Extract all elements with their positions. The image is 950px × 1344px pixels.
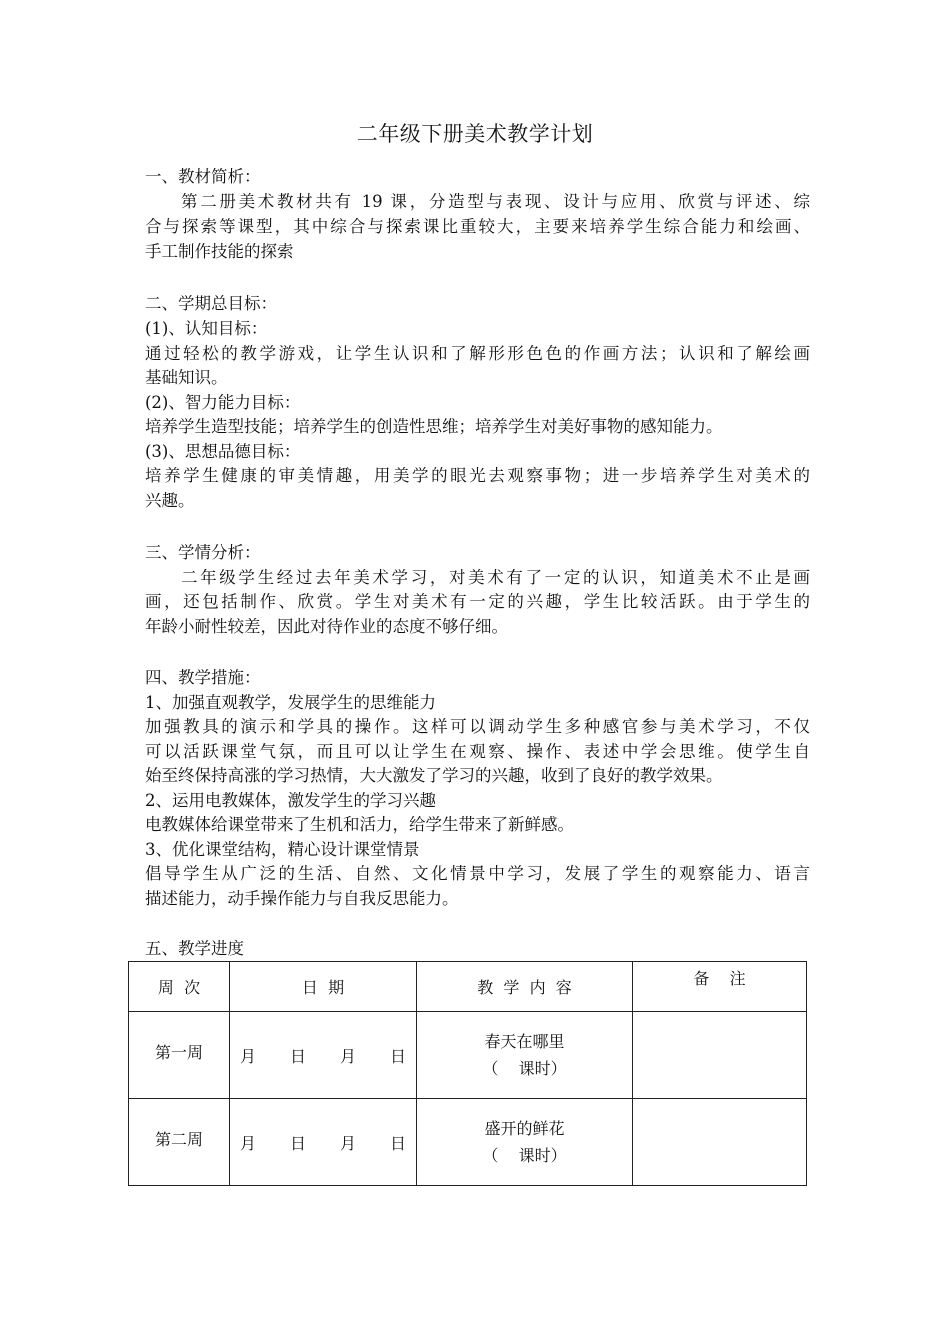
paragraph-line: 第二册美术教材共有 19 课，分造型与表现、设计与应用、欣赏与评述、综: [181, 192, 810, 211]
paragraph-line: 年龄小耐性较差，因此对待作业的态度不够仔细。: [145, 617, 508, 636]
paragraph-line: 加强教具的演示和学具的操作。这样可以调动学生多种感官参与美术学习，不仅: [145, 717, 810, 736]
header-week: 周 次: [129, 962, 230, 1012]
lesson-hours: （ 课时）: [482, 1146, 567, 1165]
remark-cell: [633, 1099, 807, 1186]
content-cell: [417, 1099, 633, 1186]
header-date: 日 期: [230, 962, 417, 1012]
header-content: 教 学 内 容: [417, 962, 633, 1012]
paragraph-line: 手工制作技能的探索: [145, 242, 294, 261]
section-heading-3: 三、学情分析：: [145, 543, 261, 562]
date-day-start: 日: [289, 1046, 306, 1066]
measure-heading-1: 1、加强直观教学，发展学生的思维能力: [145, 693, 436, 712]
measure-heading-3: 3、优化课堂结构，精心设计课堂情景: [145, 840, 420, 859]
subheading: (2)、智力能力目标：: [145, 393, 301, 412]
content-cell: [417, 1012, 633, 1099]
paragraph-line: 电教媒体给课堂带来了生机和活力，给学生带来了新鲜感。: [145, 815, 574, 834]
paragraph-line: 培养学生造型技能；培养学生的创造性思维；培养学生对美好事物的感知能力。: [145, 417, 723, 436]
table-row: [129, 1099, 807, 1186]
table-row: [129, 1012, 807, 1099]
paragraph-line: 画，还包括制作、欣赏。学生对美术有一定的兴趣，学生比较活跃。由于学生的: [145, 592, 810, 611]
header-remark: 备 注: [633, 962, 807, 1012]
date-cell: [230, 1099, 417, 1186]
section-heading-4: 四、教学措施：: [145, 668, 261, 687]
paragraph-line: 二年级学生经过去年美术学习，对美术有了一定的认识，知道美术不止是画: [181, 568, 810, 587]
table-header-row: [129, 962, 807, 1012]
remark-cell: [633, 1012, 807, 1099]
date-month-end: 月: [340, 1133, 357, 1153]
paragraph-line: 描述能力，动手操作能力与自我反思能力。: [145, 889, 459, 908]
date-day-end: 日: [390, 1046, 407, 1066]
paragraph-line: 兴趣。: [145, 491, 195, 510]
paragraph-line: 基础知识。: [145, 368, 228, 387]
section-heading-1: 一、教材简析：: [145, 167, 261, 186]
lesson-title: 春天在哪里: [484, 1032, 565, 1051]
date-day-end: 日: [390, 1133, 407, 1153]
measure-heading-2: 2、运用电教媒体，激发学生的学习兴趣: [145, 791, 436, 810]
page-title: 二年级下册美术教学计划: [356, 122, 594, 146]
lesson-title: 盛开的鲜花: [484, 1119, 565, 1138]
date-month-start: 月: [239, 1046, 256, 1066]
section-heading-5: 五、教学进度: [145, 939, 244, 958]
date-cell: [230, 1012, 417, 1099]
paragraph-line: 通过轻松的教学游戏，让学生认识和了解形形色色的作画方法；认识和了解绘画: [145, 344, 810, 363]
week-cell: 第二周: [129, 1099, 230, 1186]
paragraph-line: 倡导学生从广泛的生活、自然、文化情景中学习，发展了学生的观察能力、语言: [145, 864, 810, 883]
date-month-end: 月: [340, 1046, 357, 1066]
subheading: (3)、思想品德目标：: [145, 442, 301, 461]
date-month-start: 月: [239, 1133, 256, 1153]
paragraph-line: 培养学生健康的审美情趣，用美学的眼光去观察事物；进一步培养学生对美术的: [145, 466, 810, 485]
paragraph-line: 可以活跃课堂气氛，而且可以让学生在观察、操作、表述中学会思维。使学生自: [145, 742, 810, 761]
section-heading-2: 二、学期总目标：: [145, 294, 277, 313]
date-day-start: 日: [289, 1133, 306, 1153]
lesson-hours: （ 课时）: [482, 1059, 567, 1078]
subheading: (1)、认知目标：: [145, 319, 268, 338]
paragraph-line: 合与探索等课型，其中综合与探索课比重较大，主要来培养学生综合能力和绘画、: [145, 217, 810, 236]
week-cell: 第一周: [129, 1012, 230, 1099]
teaching-schedule-table: [128, 961, 807, 1186]
paragraph-line: 始至终保持高涨的学习热情，大大激发了学习的兴趣，收到了良好的教学效果。: [145, 766, 723, 785]
